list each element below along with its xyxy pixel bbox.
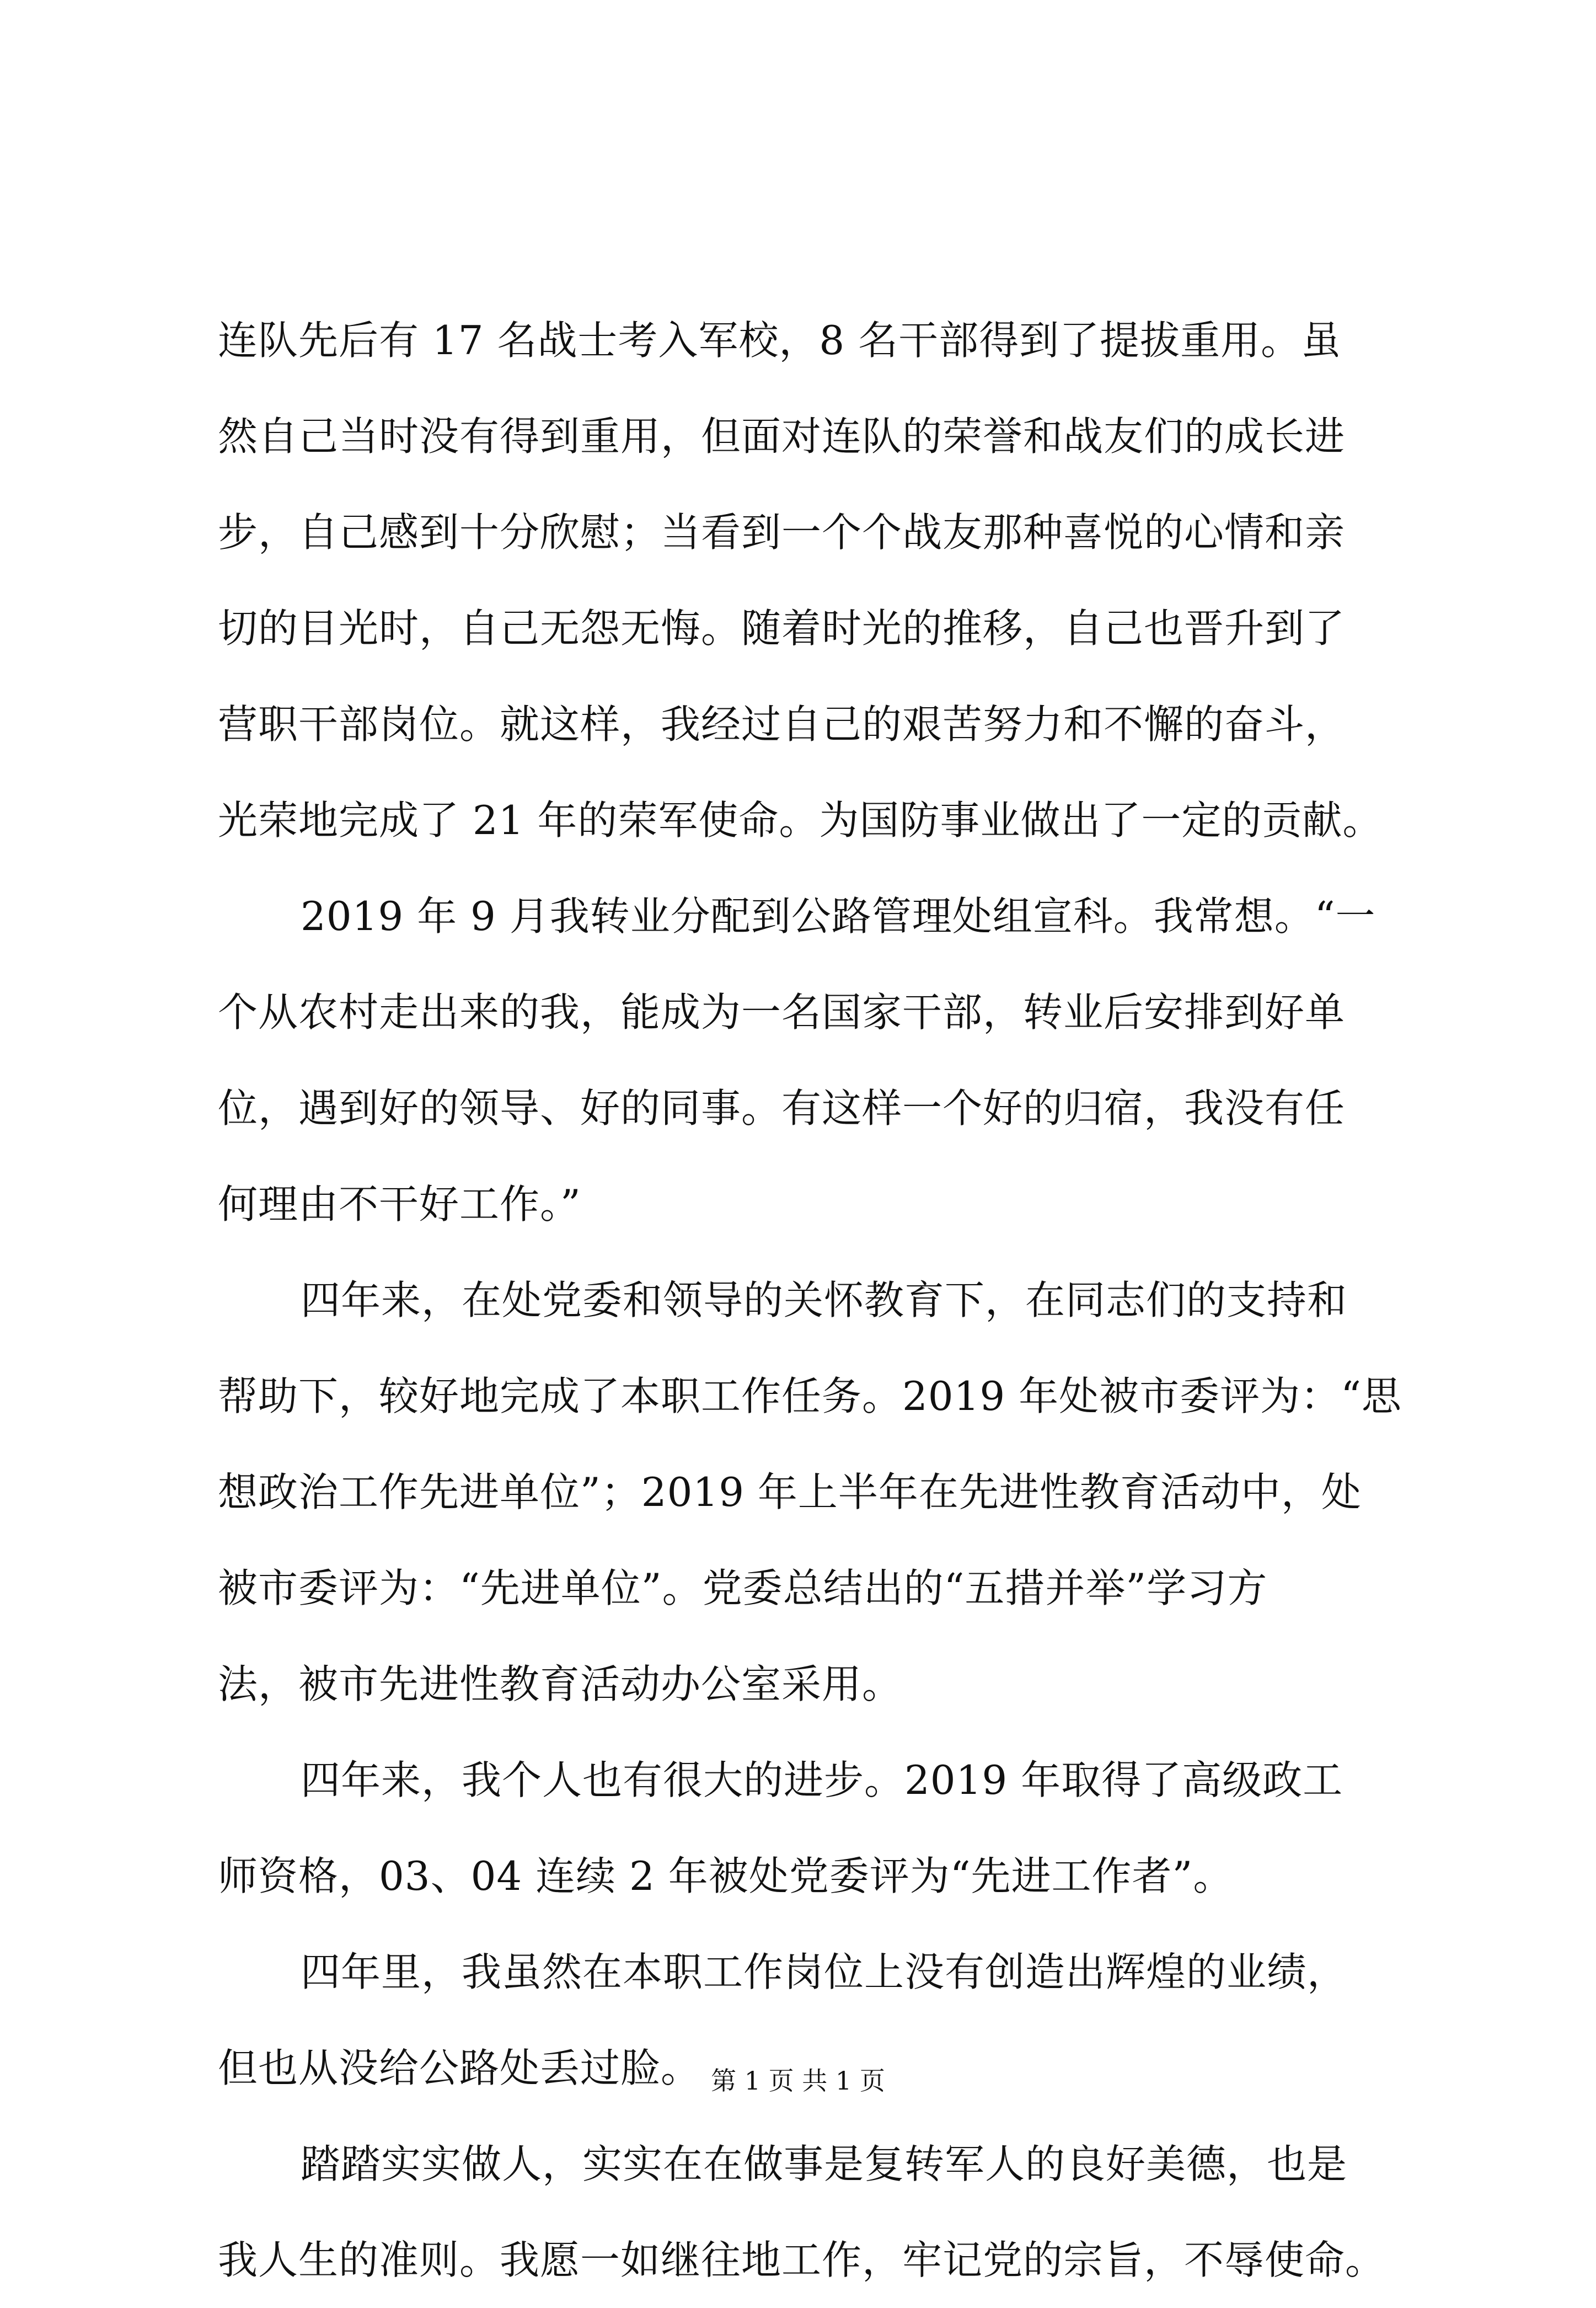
text-line: 法，被市先进性教育活动办公室采用。	[218, 1661, 903, 1707]
text-line: 被市委评为：“先进单位”。党委总结出的“五措并举”学习方	[218, 1565, 1268, 1611]
text-line: 但也从没给公路处丢过脸。	[218, 2045, 701, 2091]
text-line: 连队先后有 17 名战士考入军校，8 名干部得到了提拔重用。虽	[218, 317, 1342, 364]
paragraph-start-line: 2019 年 9 月我转业分配到公路管理处组宣科。我常想。“一	[301, 893, 1376, 939]
page-footer: 第 1 页 共 1 页	[711, 2066, 885, 2096]
text-line: 光荣地完成了 21 年的荣军使命。为国防事业做出了一定的贡献。	[218, 797, 1383, 843]
paragraph-start-line: 四年里，我虽然在本职工作岗位上没有创造出辉煌的业绩，	[301, 1949, 1348, 1995]
text-line: 何理由不干好工作。”	[218, 1181, 581, 1227]
text-line: 想政治工作先进单位”；2019 年上半年在先进性教育活动中，处	[218, 1469, 1362, 1515]
text-line: 个从农村走出来的我，能成为一名国家干部，转业后安排到好单	[218, 989, 1346, 1035]
text-line: 然自己当时没有得到重用，但面对连队的荣誉和战友们的成长进	[218, 413, 1346, 460]
paragraph-start-line: 四年来，我个人也有很大的进步。2019 年取得了高级政工	[301, 1757, 1343, 1803]
text-line: 营职干部岗位。就这样，我经过自己的艰苦努力和不懈的奋斗，	[218, 701, 1346, 747]
document-body	[218, 292, 1402, 2308]
text-line: 师资格，03、04 连续 2 年被处党委评为“先进工作者”。	[218, 1853, 1234, 1899]
text-line: 我人生的准则。我愿一如继往地工作，牢记党的宗旨，不辱使命。	[218, 2237, 1386, 2283]
text-line: 帮助下，较好地完成了本职工作任务。2019 年处被市委评为：“思	[218, 1373, 1402, 1419]
paragraph-start-line: 踏踏实实做人，实实在在做事是复转军人的良好美德，也是	[301, 2141, 1348, 2187]
paragraph-start-line: 四年来，在处党委和领导的关怀教育下，在同志们的支持和	[301, 1277, 1348, 1323]
text-line: 位，遇到好的领导、好的同事。有这样一个好的归宿，我没有任	[218, 1085, 1346, 1131]
text-line: 步，自己感到十分欣慰；当看到一个个战友那种喜悦的心情和亲	[218, 509, 1346, 555]
text-line: 切的目光时，自己无怨无悔。随着时光的推移，自己也晋升到了	[218, 605, 1346, 651]
